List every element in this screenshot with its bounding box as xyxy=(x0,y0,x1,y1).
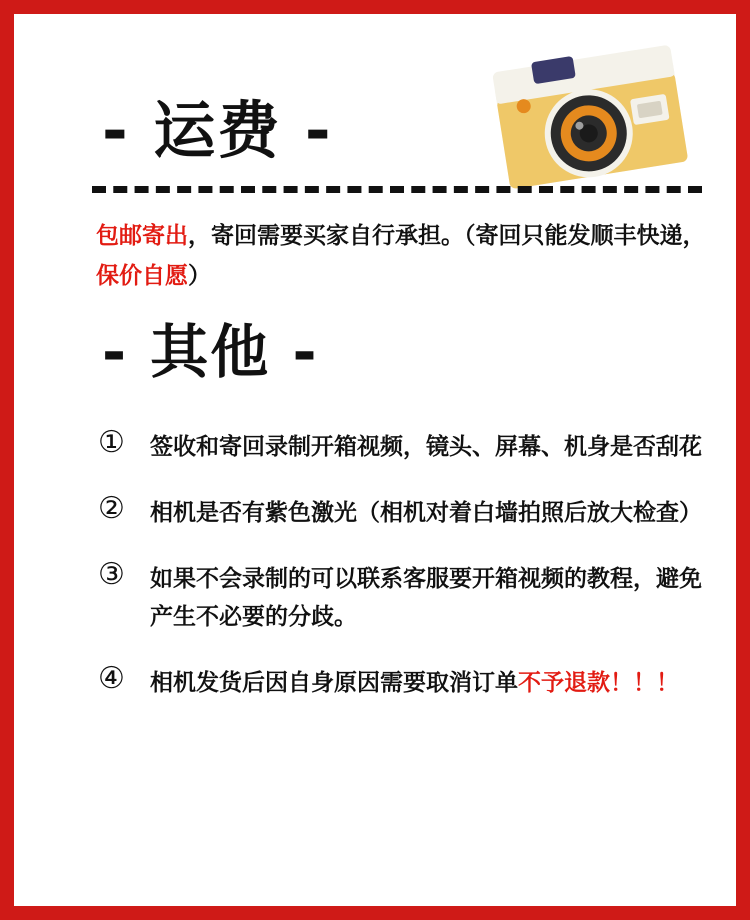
camera-illustration xyxy=(483,34,698,209)
section-title-other: - 其他 - xyxy=(102,318,319,386)
shipping-text-part-2: ，寄回需要买家自行承担。（寄回只能发顺丰快递， xyxy=(188,223,706,249)
list-item xyxy=(98,492,713,532)
shipping-text-part-1: 包邮寄出 xyxy=(96,223,188,249)
shipping-paragraph xyxy=(96,216,706,296)
list-item-text-part: 如果不会录制的可以联系客服要开箱视频的教程，避免产生不必要的分歧。 xyxy=(150,566,702,630)
list-item-text xyxy=(138,558,713,636)
list-item-text-part: 相机是否有紫色激光（相机对着白墙拍照后放大检查） xyxy=(150,500,702,526)
other-notes-list xyxy=(98,426,713,728)
list-marker: ④ xyxy=(98,661,125,696)
shipping-text-part-4: ） xyxy=(188,263,211,289)
dashed-divider xyxy=(92,186,702,193)
list-item-text-part: 签收和寄回录制开箱视频，镜头、屏幕、机身是否刮花 xyxy=(150,434,702,460)
list-item-text-part: 相机发货后因自身原因需要取消订单 xyxy=(150,670,518,696)
list-item xyxy=(98,558,713,636)
list-marker: ① xyxy=(98,425,125,460)
list-item xyxy=(98,662,713,702)
list-item-text xyxy=(138,492,713,532)
poster-inner xyxy=(28,28,722,892)
list-item-text xyxy=(138,426,713,466)
list-marker: ② xyxy=(98,491,125,526)
list-item-text-highlight: 不予退款！！！ xyxy=(518,670,679,696)
shipping-text-part-3: 保价自愿 xyxy=(96,263,188,289)
section-title-shipping: - 运费 - xyxy=(102,94,333,167)
list-item xyxy=(98,426,713,466)
list-marker: ③ xyxy=(98,557,125,592)
list-item-text xyxy=(138,662,713,702)
